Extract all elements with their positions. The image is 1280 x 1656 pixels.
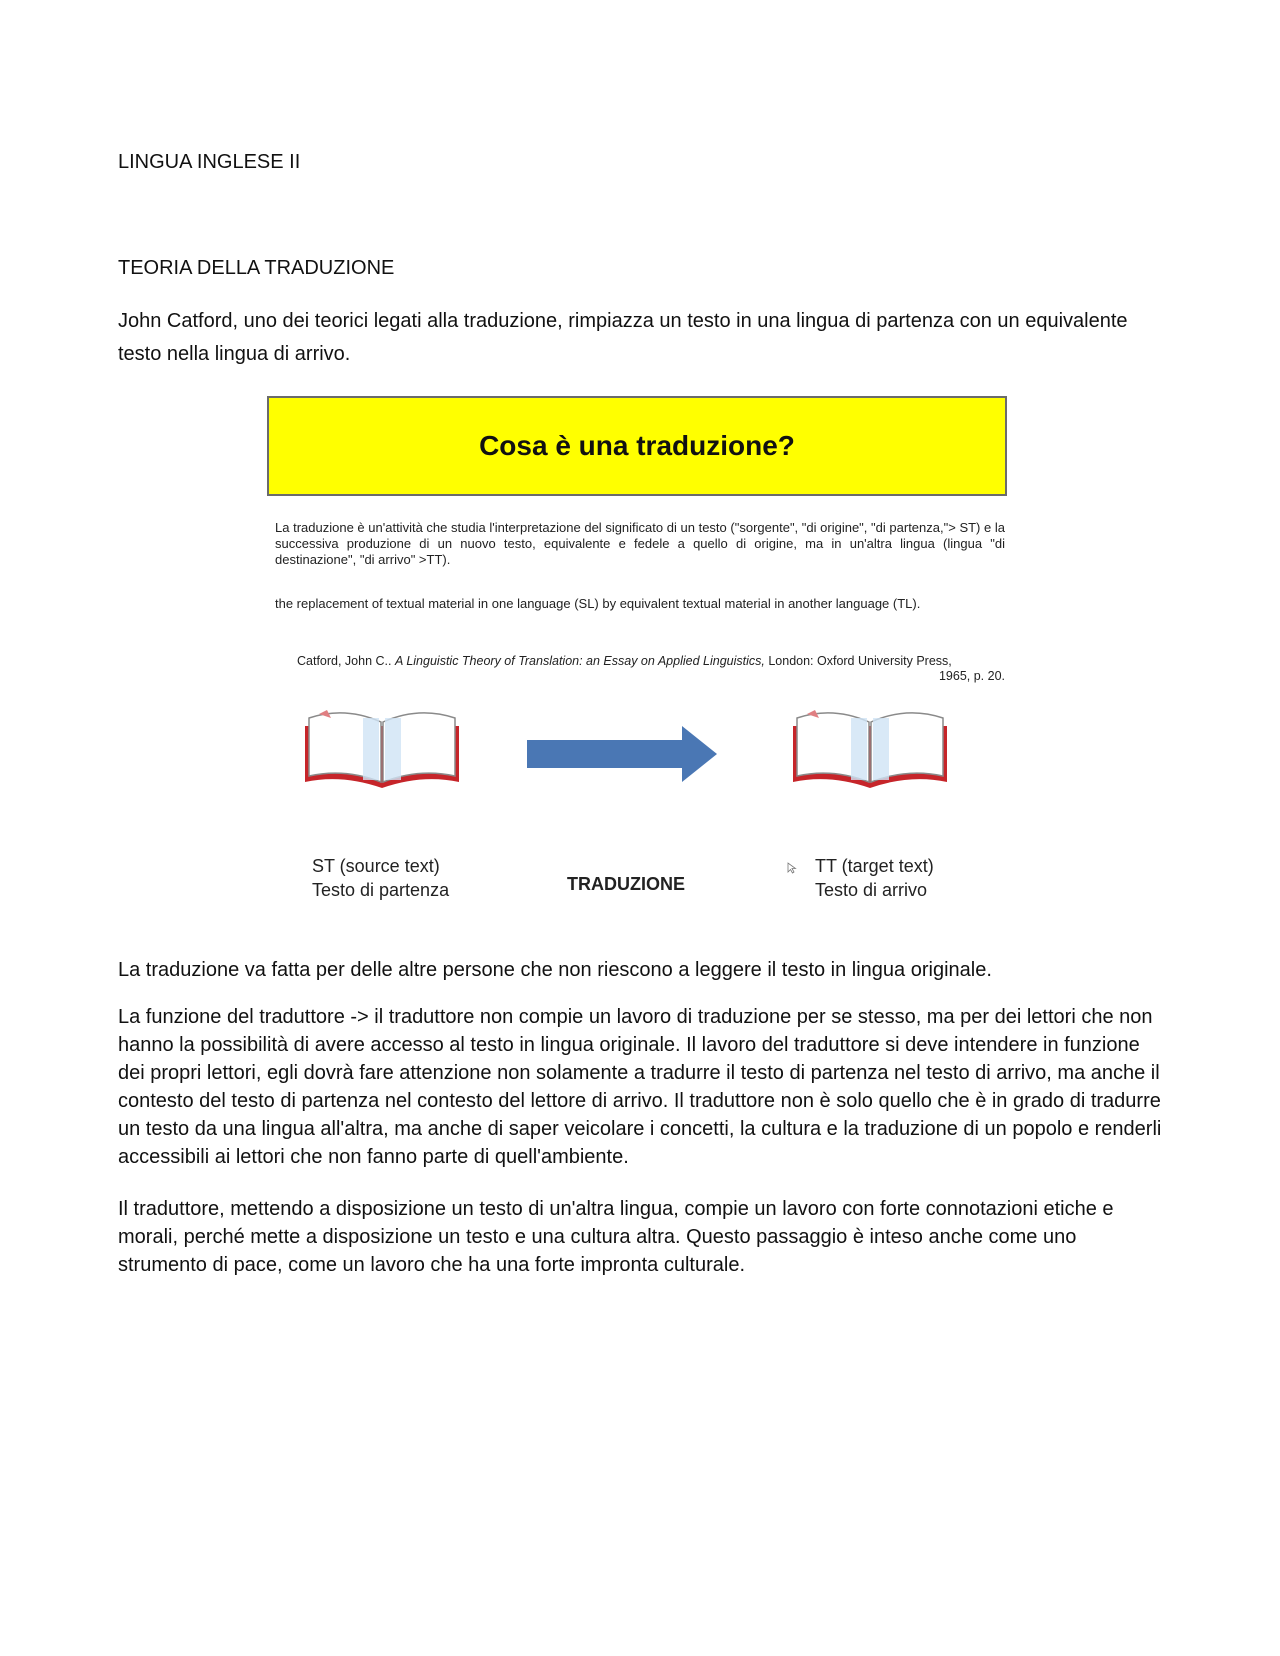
figure-banner <box>267 396 1007 496</box>
paragraph-ethics: Il traduttore, mettendo a disposizione un testo di un'altra lingua, compie un lavoro con forte connotazioni etiche e morali, perché mette a disposizione un testo e una cultura altra. Questo passaggio è inteso anche come uno strumento di pace, come un lavoro che ha una forte impronta culturale. <box>118 1198 1114 1276</box>
source-text-label <box>312 854 449 902</box>
intro-paragraph: John Catford, uno dei teorici legati alla traduzione, rimpiazza un testo in una lingua di partenza con un equivalente testo nella lingua di arrivo. <box>118 310 1128 365</box>
source-label-en: ST (source text) <box>312 856 440 876</box>
definition-english: the replacement of textual material in one language (SL) by equivalent textual material in another language (TL). <box>275 596 921 611</box>
citation <box>297 654 1005 684</box>
right-arrow-icon <box>527 726 717 782</box>
banner-title: Cosa è una traduzione? <box>479 430 795 461</box>
citation-author: Catford, John C.. <box>297 654 392 668</box>
citation-title: A Linguistic Theory of Translation: an Essay on Applied Linguistics, <box>394 654 765 668</box>
target-text-label <box>815 854 934 902</box>
course-title: LINGUA INGLESE II <box>118 151 301 173</box>
citation-publisher: London: Oxford University Press, <box>768 654 952 668</box>
translation-figure <box>267 396 1015 916</box>
paragraph-purpose: La traduzione va fatta per delle altre persone che non riescono a leggere il testo in lingua originale. <box>118 959 992 981</box>
traduzione-label: TRADUZIONE <box>567 874 685 894</box>
target-label-it: Testo di arrivo <box>815 880 928 900</box>
citation-year-page: 1965, p. 20. <box>938 669 1005 683</box>
open-book-icon <box>297 696 467 796</box>
paragraph-translator-function: La funzione del traduttore -> il traduttore non compie un lavoro di traduzione per se stesso, ma per dei lettori che non hanno la possibilità di avere accesso al testo in lingua originale. Il lavoro del traduttore si deve intendere in funzione dei propri lettori, egli dovrà fare attenzione non solamente a tradurre il testo di partenza nel testo di arrivo, ma anche il contesto del testo di partenza nel contesto del lettore di arrivo. Il traduttore non è solo quello che è in grado di tradurre un testo da una lingua all'altra, ma anche di saper veicolare i concetti, la cultura e la traduzione di un popolo e renderli accessibili ai lettori che non fanno parte di quell'ambiente. <box>118 1006 1162 1168</box>
citation-line <box>297 654 1005 669</box>
definition-italian: La traduzione è un'attività che studia l'interpretazione del significato di un testo ("sorgente", "di origine", "di partenza,"> ST) e la successiva produzione di un nuovo testo, equivalente e fedele a quello di origine, ma in un'altra lingua (lingua "di destinazione", "di arrivo" >TT). <box>275 520 1005 567</box>
open-book-icon <box>785 696 955 796</box>
target-label-en: TT (target text) <box>815 856 934 876</box>
cursor-icon <box>787 862 797 874</box>
section-title: TEORIA DELLA TRADUZIONE <box>118 257 395 279</box>
source-label-it: Testo di partenza <box>312 880 450 900</box>
